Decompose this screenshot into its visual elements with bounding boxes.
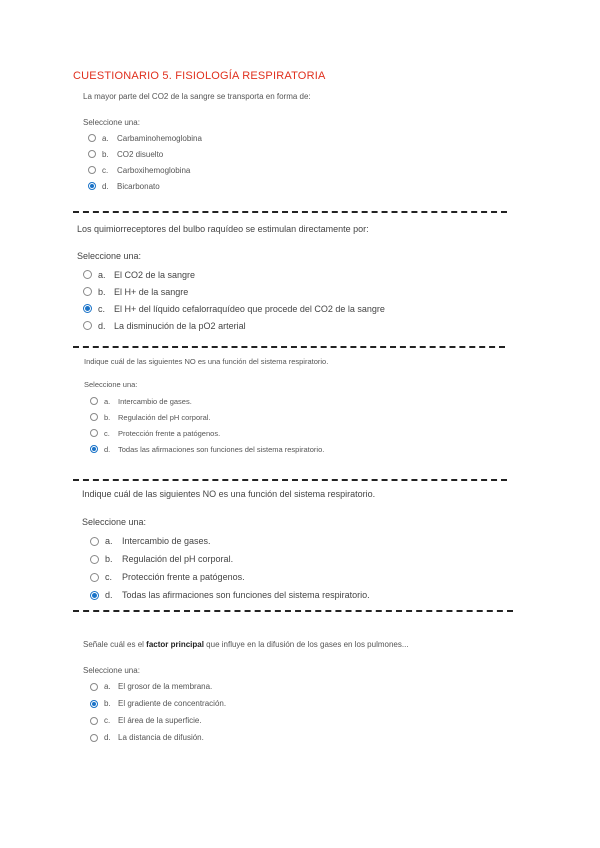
dashed-separator	[73, 211, 507, 213]
dashed-separator	[73, 610, 513, 612]
dashed-separator	[73, 346, 505, 348]
radio-button-selected[interactable]	[90, 700, 98, 708]
option-text: Todas las afirmaciones son funciones del sistema respiratorio.	[118, 444, 325, 454]
option-letter: a.	[104, 682, 111, 691]
question-1	[83, 92, 311, 194]
radio-button[interactable]	[90, 397, 98, 405]
radio-button-selected[interactable]	[90, 591, 99, 600]
question-text: Indique cuál de las siguientes NO es una función del sistema respiratorio.	[84, 357, 329, 366]
select-label: Seleccione una:	[84, 380, 138, 389]
option-a[interactable]	[84, 393, 328, 409]
dashed-separator	[73, 479, 507, 481]
radio-button[interactable]	[90, 413, 98, 421]
radio-button[interactable]	[88, 134, 96, 142]
option-letter: c.	[98, 303, 106, 314]
option-b[interactable]	[84, 409, 328, 425]
option-letter: a.	[98, 269, 106, 280]
option-text: El CO2 de la sangre	[114, 269, 196, 280]
question-text-start: Señale cuál es el	[83, 640, 147, 649]
radio-button[interactable]	[88, 166, 96, 174]
option-letter: b.	[105, 554, 113, 564]
question-text: Los quimiorreceptores del bulbo raquídeo se estimulan directamente por:	[77, 224, 369, 234]
option-c[interactable]	[77, 300, 385, 317]
radio-button-selected[interactable]	[88, 182, 96, 190]
option-text: Carboxihemoglobina	[117, 165, 191, 175]
option-text: El gradiente de concentración.	[118, 699, 227, 708]
option-letter: b.	[104, 412, 111, 422]
option-d[interactable]	[84, 441, 328, 457]
option-text: El H+ de la sangre	[114, 286, 189, 297]
option-letter: d.	[105, 590, 113, 600]
radio-button[interactable]	[90, 573, 99, 582]
option-letter: b.	[98, 286, 106, 297]
question-5	[83, 640, 409, 746]
option-b[interactable]	[83, 695, 409, 712]
option-d[interactable]	[82, 586, 375, 604]
option-b[interactable]	[82, 550, 375, 568]
select-label: Seleccione una:	[83, 666, 140, 675]
radio-button[interactable]	[90, 537, 99, 546]
option-text: Regulación del pH corporal.	[122, 554, 234, 564]
radio-button-selected[interactable]	[83, 304, 92, 313]
option-text: Bicarbonato	[117, 181, 160, 191]
option-text: El H+ del líquido cefalorraquídeo que procede del CO2 de la sangre	[114, 303, 385, 314]
option-c[interactable]	[84, 425, 328, 441]
question-text: La mayor parte del CO2 de la sangre se transporta en forma de:	[83, 92, 311, 101]
option-c[interactable]	[82, 568, 375, 586]
option-b[interactable]	[83, 146, 311, 162]
option-text: CO2 disuelto	[117, 149, 164, 159]
radio-button[interactable]	[83, 287, 92, 296]
option-text: La disminución de la pO2 arterial	[114, 320, 246, 331]
option-a[interactable]	[82, 532, 375, 550]
radio-button[interactable]	[90, 555, 99, 564]
option-letter: c.	[105, 572, 113, 582]
option-text: Protección frente a patógenos.	[118, 428, 221, 438]
option-text: Carbaminohemoglobina	[117, 133, 202, 143]
option-text: El grosor de la membrana.	[118, 682, 213, 691]
radio-button[interactable]	[83, 270, 92, 279]
option-letter: d.	[104, 733, 111, 742]
option-letter: c.	[104, 716, 111, 725]
option-letter: a.	[105, 536, 113, 546]
question-text-bold: factor principal	[146, 640, 204, 649]
option-letter: d.	[102, 181, 109, 191]
option-a[interactable]	[77, 266, 385, 283]
option-text: Intercambio de gases.	[122, 536, 211, 546]
option-a[interactable]	[83, 678, 409, 695]
radio-button-selected[interactable]	[90, 445, 98, 453]
page-title: CUESTIONARIO 5. FISIOLOGÍA RESPIRATORIA	[73, 70, 326, 82]
question-4	[82, 489, 375, 604]
option-letter: b.	[102, 149, 109, 159]
option-a[interactable]	[83, 130, 311, 146]
option-text: El área de la superficie.	[118, 716, 202, 725]
option-letter: b.	[104, 699, 111, 708]
select-label: Seleccione una:	[82, 517, 147, 527]
radio-button[interactable]	[88, 150, 96, 158]
option-letter: c.	[102, 165, 109, 175]
question-text: Indique cuál de las siguientes NO es una función del sistema respiratorio.	[82, 489, 376, 499]
option-letter: a.	[102, 133, 109, 143]
option-text: Todas las afirmaciones son funciones del sistema respiratorio.	[122, 590, 370, 600]
radio-button[interactable]	[90, 429, 98, 437]
radio-button[interactable]	[90, 683, 98, 691]
option-b[interactable]	[77, 283, 385, 300]
option-d[interactable]	[83, 729, 409, 746]
option-c[interactable]	[83, 712, 409, 729]
radio-button[interactable]	[83, 321, 92, 330]
option-c[interactable]	[83, 162, 311, 178]
option-text: Regulación del pH corporal.	[118, 412, 211, 422]
question-3	[84, 357, 328, 457]
option-letter: d.	[98, 320, 106, 331]
radio-button[interactable]	[90, 734, 98, 742]
option-letter: c.	[104, 428, 110, 438]
select-label: Seleccione una:	[77, 251, 142, 261]
option-text: Intercambio de gases.	[118, 396, 192, 406]
option-d[interactable]	[83, 178, 311, 194]
question-text	[83, 640, 409, 649]
radio-button[interactable]	[90, 717, 98, 725]
option-d[interactable]	[77, 317, 385, 334]
option-letter: d.	[104, 444, 111, 454]
option-letter: a.	[104, 396, 111, 406]
question-text-end: que influye en la difusión de los gases en los pulmones...	[203, 640, 409, 649]
option-text: Protección frente a patógenos.	[122, 572, 245, 582]
question-2	[77, 224, 385, 334]
select-label: Seleccione una:	[83, 118, 140, 127]
option-text: La distancia de difusión.	[118, 733, 204, 742]
